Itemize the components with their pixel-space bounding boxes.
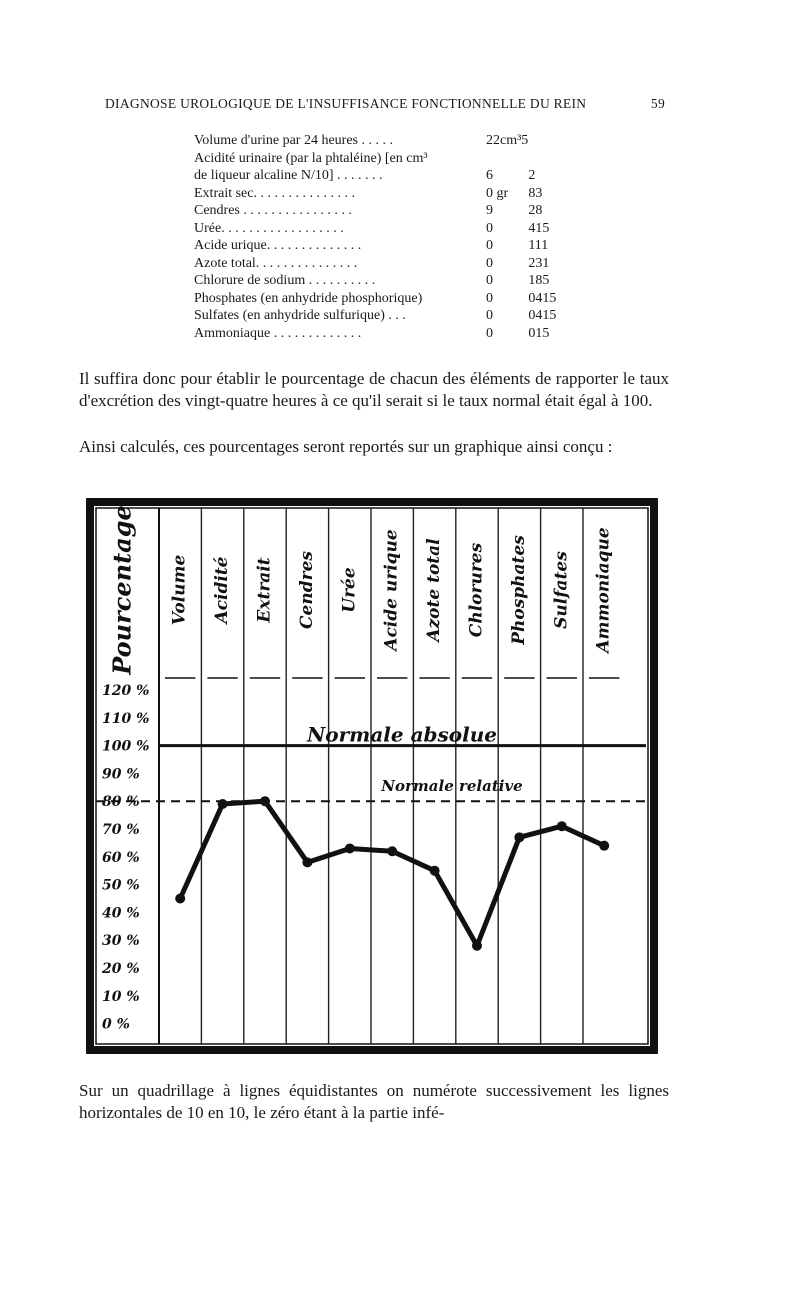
analysis-value-int: 0 [486,290,493,306]
analysis-value-dec: 83 [528,185,543,201]
y-tick-label: 90 % [102,766,140,783]
corner-label-pourcentage: Pourcentage [107,505,137,675]
analysis-row [194,185,588,203]
data-point [387,846,397,856]
analysis-value-int: 0 [486,238,493,253]
analysis-value-int: 0 [486,220,493,236]
analysis-value-int: 0 [486,308,493,323]
y-tick-label: 10 % [102,988,140,1005]
y-tick-label: 120 % [102,683,150,699]
analysis-label: Chlorure de sodium . . . . . . . . . . [194,273,376,288]
y-tick-label: 60 % [102,849,140,866]
category-label: Azote total [424,538,445,642]
analysis-row [194,202,588,220]
data-point [302,857,312,867]
category-label: Acidité [212,556,233,624]
category-label: Volume [169,554,190,626]
analysis-row [194,255,588,273]
analysis-value-dec: 111 [528,238,549,253]
y-tick-label: 0 % [102,1016,130,1033]
analysis-value-dec: 2 [528,168,536,183]
analysis-value-dec: 415 [528,220,550,236]
analysis-row [194,150,588,168]
analysis-value-dec: 015 [528,325,550,341]
analysis-label: Sulfates (en anhydride sulfurique) . . . [194,308,406,323]
analysis-value-dec: 0415 [528,290,557,306]
analysis-label: Ammoniaque . . . . . . . . . . . . . [194,325,362,341]
analysis-label: Acidité urinaire (par la phtaléine) [en cm³ [194,150,428,166]
y-tick-label: 70 % [102,822,140,838]
category-label: Acide urique [381,529,402,651]
analysis-label: Volume d'urine par 24 heures . . . . . [194,133,394,148]
paragraph-percentage-method: Il suffira donc pour établir le pourcentage de chacun des éléments de rapporter le taux d'excrétion des vingt-quatre heures à ce qu'il serait si le taux normal était égal à 100. [79,369,669,410]
category-label: Sulfates [551,551,572,629]
analysis-row [194,220,588,238]
analysis-value-int: 0 [486,325,493,341]
data-point [557,821,567,831]
category-label: Cendres [296,551,317,629]
analysis-value-int: 6 [486,168,493,183]
analysis-label: Cendres . . . . . . . . . . . . . . . . [194,203,352,218]
y-tick-label: 30 % [102,933,140,950]
analysis-row [194,272,588,290]
category-label: Phosphates [508,535,529,645]
category-label: Extrait [254,557,275,623]
data-point [345,843,355,853]
data-point [599,841,609,851]
analysis-value-int: 22cm³5 [486,133,529,148]
analysis-row [194,167,588,185]
analysis-label: Extrait sec. . . . . . . . . . . . . . . [194,185,355,201]
analysis-row [194,132,588,150]
y-tick-label: 40 % [102,905,140,922]
analysis-label: de liqueur alcaline N/10] . . . . . . . [194,168,383,183]
analysis-value-int: 0 [486,255,493,271]
analysis-value-dec: 28 [528,203,543,218]
analysis-value-int: 0 gr [486,185,509,201]
y-tick-label: 50 % [102,877,140,894]
analysis-label: Acide urique. . . . . . . . . . . . . . [194,238,362,253]
data-point [218,799,228,809]
analysis-value-dec: 0415 [528,308,557,323]
analysis-value-dec: 185 [528,273,550,288]
paragraph-graph-intro: Ainsi calculés, ces pourcentages seront reportés sur un graphique ainsi conçu : [79,437,613,456]
data-point [472,941,482,951]
analysis-value-dec [528,132,588,150]
percentage-chart [82,494,662,1058]
analysis-value-int [486,150,528,168]
running-head-title: DIAGNOSE UROLOGIQUE DE L'INSUFFISANCE FONCTIONNELLE DU REIN [105,96,587,111]
y-tick-label: 80 % [102,794,140,811]
analysis-row [194,307,588,325]
category-label: Urée [339,567,360,613]
y-tick-label: 20 % [102,961,140,977]
data-point [260,796,270,806]
category-label: Chlorures [466,542,487,638]
data-point [430,866,440,876]
analysis-row [194,237,588,255]
y-tick-label: 110 % [102,710,150,727]
urine-analysis-table [194,132,588,342]
analysis-label: Azote total. . . . . . . . . . . . . . . [194,255,358,271]
analysis-label: Phosphates (en anhydride phosphorique) [194,290,423,306]
analysis-row [194,325,588,343]
paragraph-grid-description: Sur un quadrillage à lignes équidistantes on numérote successivement les lignes horizontales de 10 en 10, le zéro étant à la partie infé- [79,1081,669,1122]
analysis-value-dec: 231 [528,255,550,271]
analysis-label: Urée. . . . . . . . . . . . . . . . . . [194,220,344,236]
analysis-row [194,290,588,308]
analysis-value-dec [528,150,588,168]
data-point [514,832,524,842]
category-label: Ammoniaque [593,527,614,653]
page-number: 59 [650,96,665,111]
analysis-value-int: 9 [486,203,493,218]
reference-label: Normale absolue [307,722,497,747]
data-point [175,894,185,904]
reference-label: Normale relative [381,777,523,796]
y-tick-label: 100 % [102,738,150,755]
analysis-value-int: 0 [486,273,493,288]
